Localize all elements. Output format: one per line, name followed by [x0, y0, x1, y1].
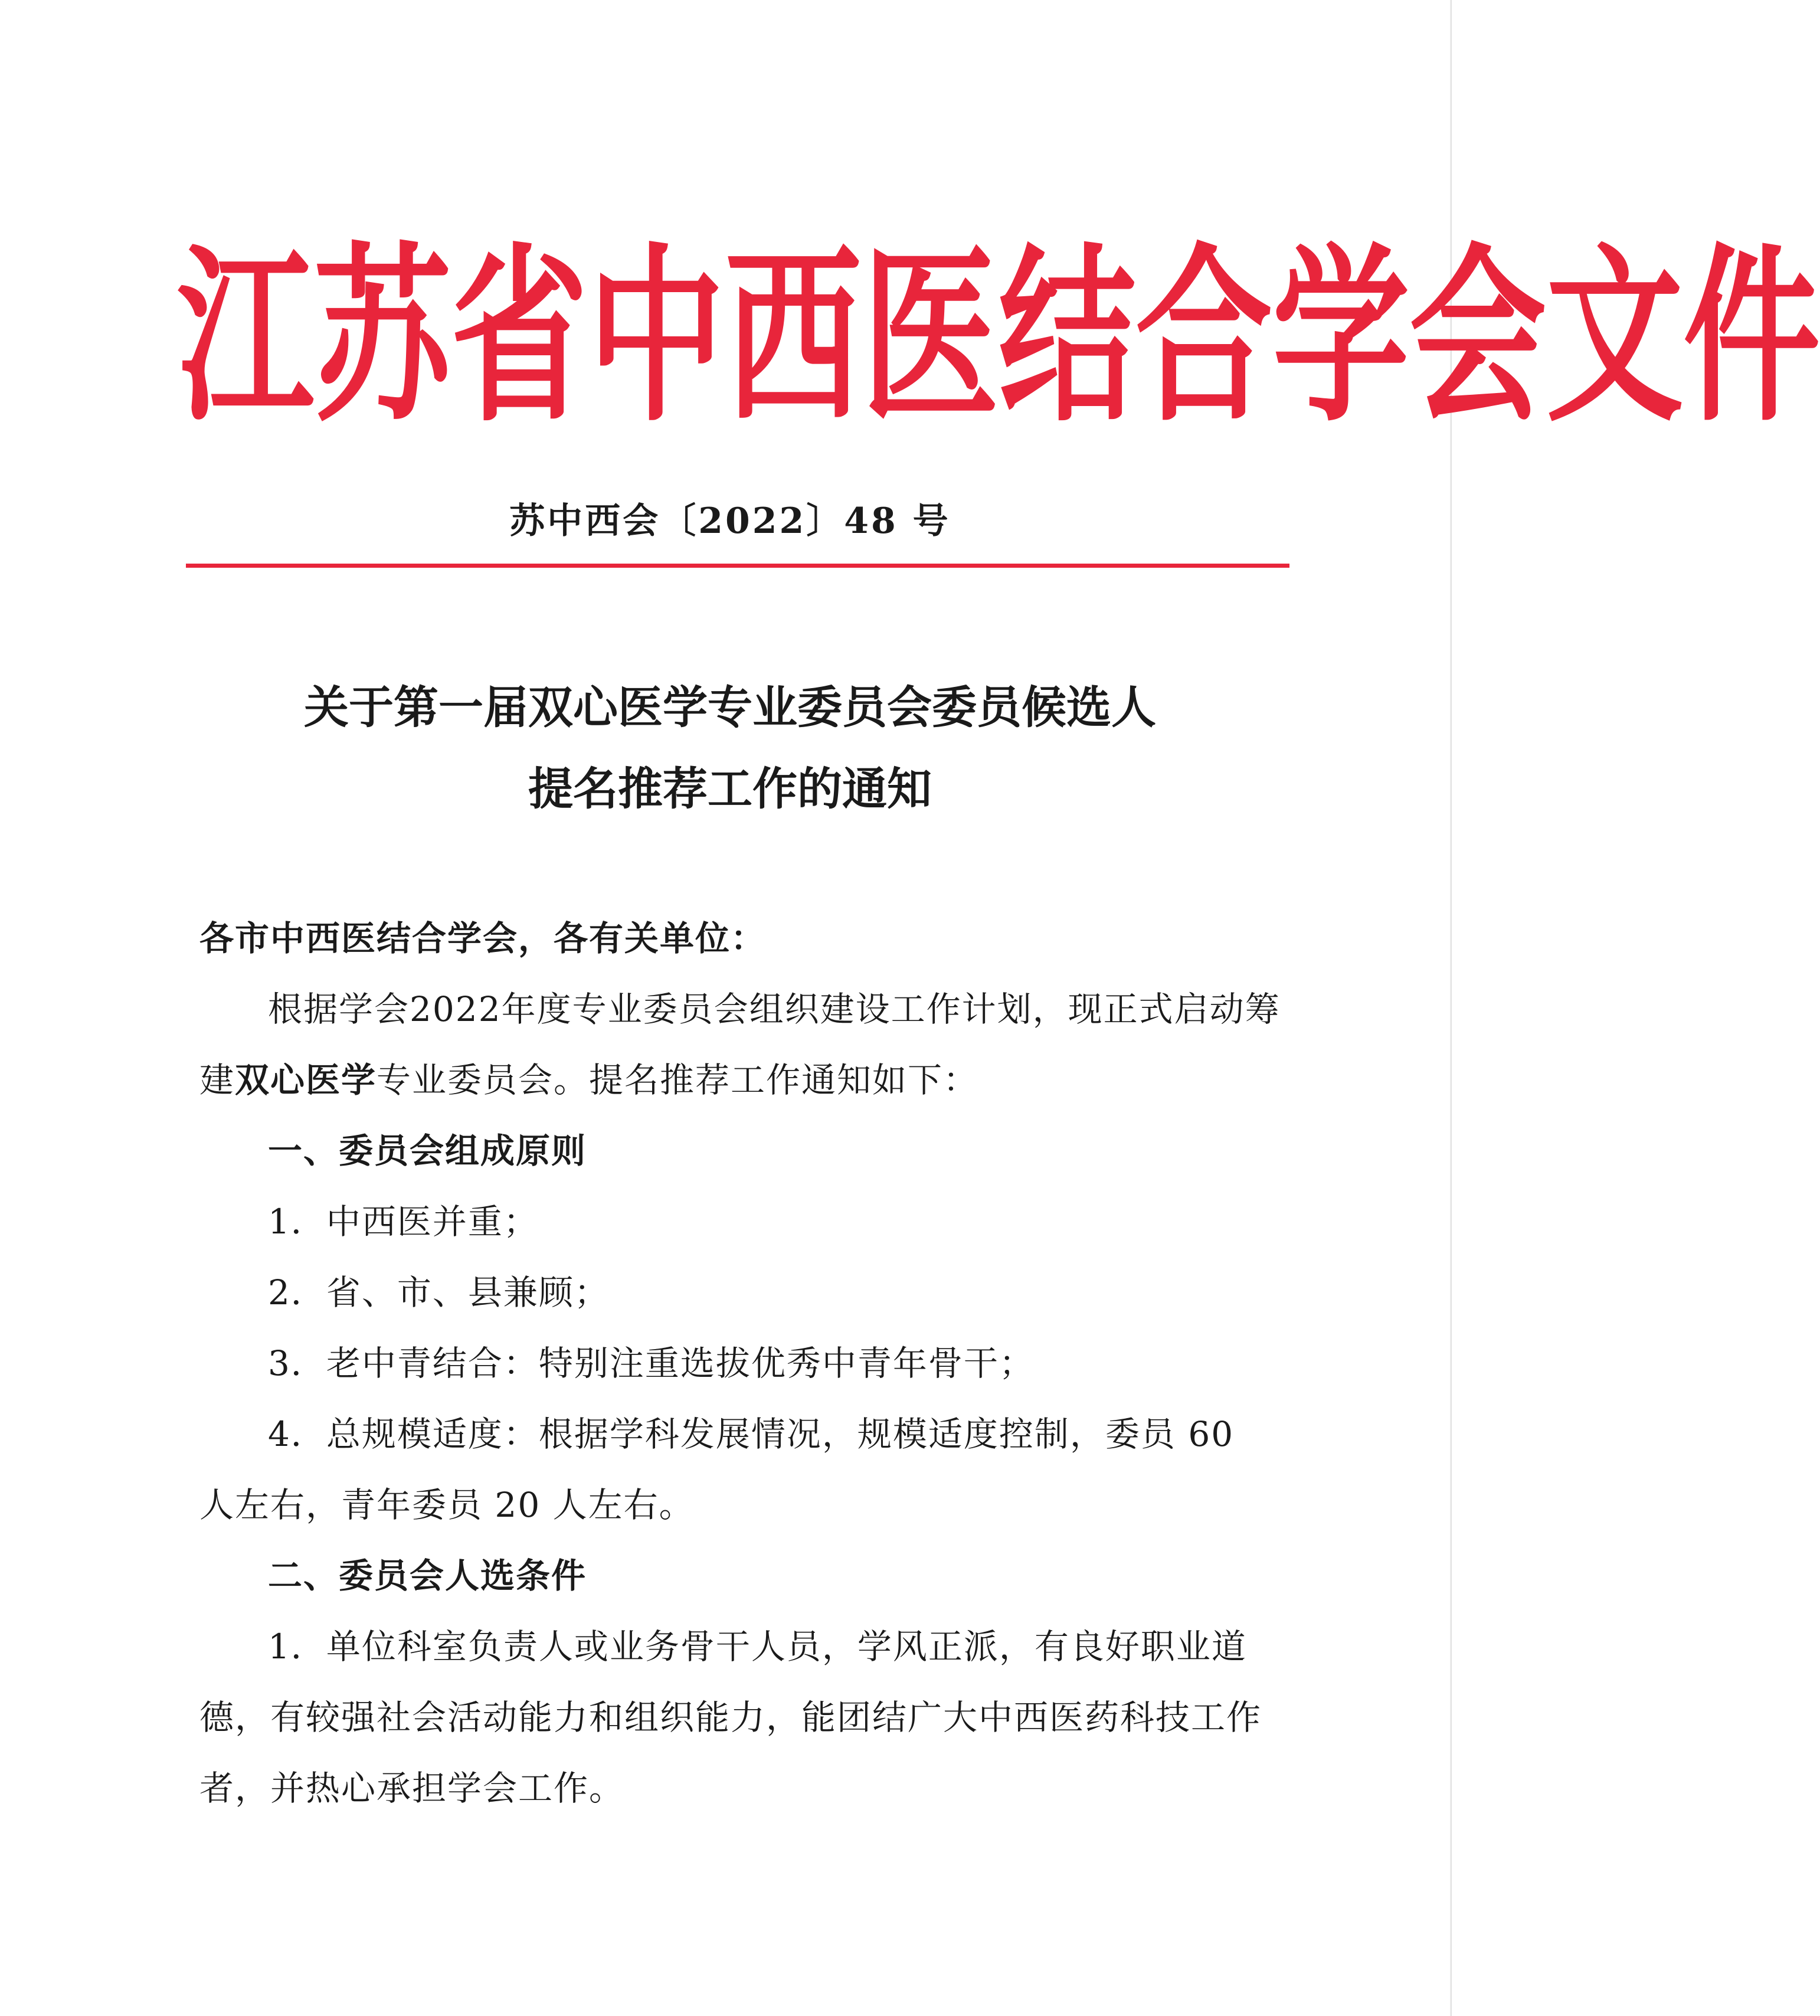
masthead-char: 件	[1683, 224, 1820, 447]
masthead-char: 会	[1409, 224, 1547, 447]
red-divider	[186, 564, 1289, 568]
list-item: 4．总规模适度：根据学科发展情况，规模适度控制，委员 60 人左右，青年委员 20 人左右。	[199, 1414, 1235, 1525]
masthead-char: 江	[177, 224, 315, 447]
section-heading-2: 二、委员会人选条件	[268, 1556, 587, 1596]
masthead-char: 西	[725, 224, 862, 447]
masthead-char: 中	[588, 224, 725, 447]
notice-title-line2: 提名推荐工作的通知	[528, 762, 932, 815]
notice-title-line1: 关于第一届双心医学专业委员会委员候选人	[304, 681, 1156, 734]
masthead-char: 医	[862, 224, 999, 447]
list-item: 3．老中青结合：特别注重选拔优秀中青年骨干；	[268, 1343, 1035, 1383]
document-number: 苏中西会〔2022〕48 号	[509, 500, 951, 542]
list-item: 1．单位科室负责人或业务骨干人员，学风正派，有良好职业道德，有较强社会活动能力和组织能力，能团结广大中西医药科技工作者，并热心承担学会工作。	[199, 1626, 1262, 1808]
list-item: 2．省、市、县兼顾；	[268, 1272, 610, 1313]
notice-title	[0, 667, 1460, 830]
section-heading-1: 一、委员会组成原则	[268, 1131, 587, 1171]
list-item: 1．中西医并重；	[268, 1202, 539, 1242]
masthead-char: 苏	[314, 224, 451, 447]
salutation: 各市中西医结合学会，各有关单位：	[199, 918, 767, 958]
intro-text-after: 专业委员会。提名推荐工作通知如下：	[377, 1060, 979, 1100]
intro-paragraph	[199, 974, 1281, 1115]
notice-body	[199, 903, 1281, 1824]
intro-text-before: 根据学会2022年度专业委员会组织建设工作计划，现正式启动筹建	[199, 989, 1281, 1100]
masthead-char: 结	[999, 224, 1136, 447]
masthead-char: 文	[1546, 224, 1684, 447]
masthead-title	[177, 224, 1820, 447]
intro-text-bold: 双心医学	[235, 1060, 377, 1100]
masthead-char: 学	[1272, 224, 1410, 447]
masthead-char: 省	[451, 224, 588, 447]
masthead-char: 合	[1135, 224, 1273, 447]
